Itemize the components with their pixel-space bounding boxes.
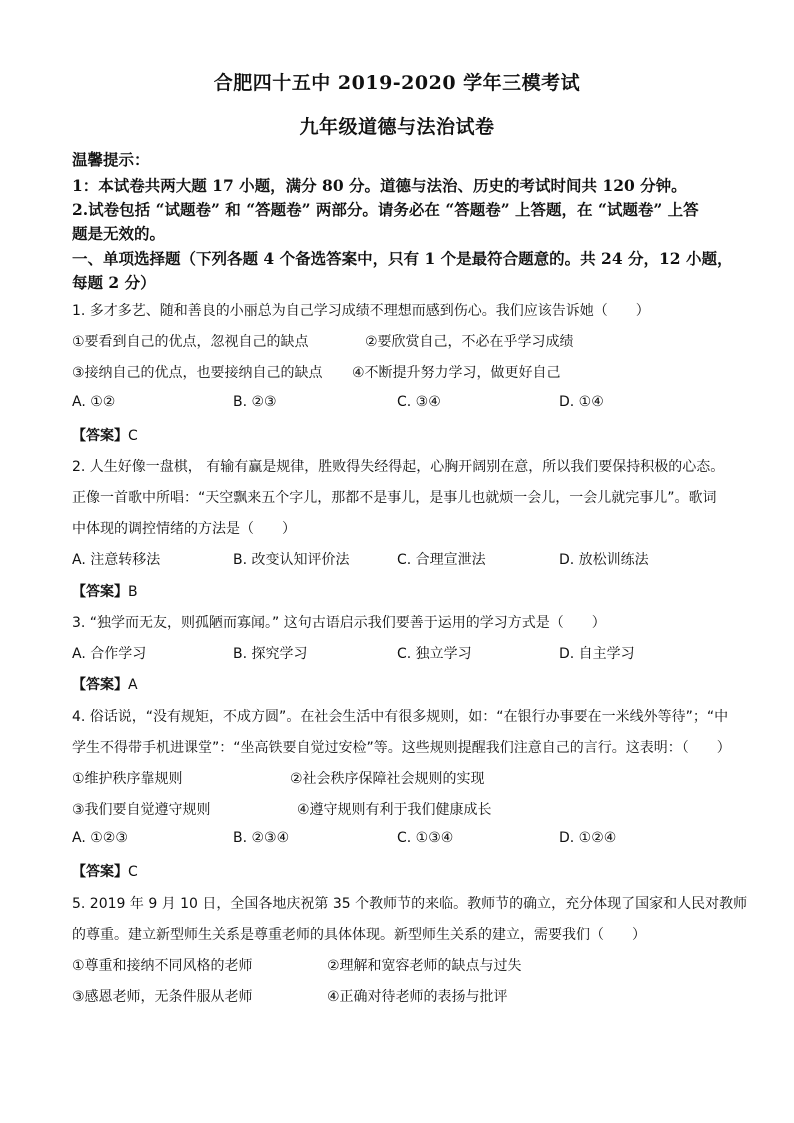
question-5-stem-line-1: 5. 2019 年 9 月 10 日，全国各地庆祝第 35 个教师节的来临。教师节的确立，充分体现了国家和人民对教师 — [72, 896, 748, 912]
question-4-statement-4: ④遵守规则有利于我们健康成长 — [297, 802, 492, 818]
exam-title: 合肥四十五中 2019-2020 学年三模考试 — [213, 72, 581, 94]
question-2-option-a: A. 注意转移法 — [72, 552, 161, 568]
question-4-option-b: B. ②③④ — [233, 830, 290, 846]
answer-value: C — [128, 428, 138, 444]
question-3-option-b: B. 探究学习 — [233, 646, 308, 662]
section-heading-line-1: 一、单项选择题（下列各题 4 个备选答案中，只有 1 个是最符合题意的。共 24 分，12 小题， — [72, 249, 733, 268]
question-2-stem-line-1: 2. 人生好像一盘棋， 有输有赢是规律，胜败得失经得起，心胸开阔别在意，所以我们要保持积极的心态。 — [72, 459, 725, 475]
question-1-option-a: A. ①② — [72, 394, 116, 410]
question-2-stem-line-3: 中体现的调控情绪的方法是（ ） — [72, 521, 296, 537]
answer-tag: 【答案】 — [72, 428, 128, 444]
question-4-option-c: C. ①③④ — [397, 830, 454, 846]
question-1-answer — [72, 425, 138, 445]
answer-tag: 【答案】 — [72, 864, 128, 880]
question-2-option-c: C. 合理宣泄法 — [397, 552, 486, 568]
question-1-option-d: D. ①④ — [559, 394, 604, 410]
answer-tag: 【答案】 — [72, 584, 128, 600]
question-1-statement-1: ①要看到自己的优点，忽视自己的缺点 — [72, 334, 309, 350]
answer-value: A — [128, 677, 138, 693]
question-1-option-b: B. ②③ — [233, 394, 277, 410]
question-4-statement-2: ②社会秩序保障社会规则的实现 — [290, 771, 485, 787]
question-5-statement-1: ①尊重和接纳不同风格的老师 — [72, 958, 253, 974]
question-1-statement-4: ④不断提升努力学习，做更好自己 — [352, 365, 561, 381]
question-1-option-c: C. ③④ — [397, 394, 441, 410]
answer-tag: 【答案】 — [72, 677, 128, 693]
question-3-answer — [72, 674, 138, 694]
question-4-answer — [72, 861, 138, 881]
question-1-statement-2: ②要欣赏自己，不必在乎学习成绩 — [365, 334, 574, 350]
question-5-stem-line-2: 的尊重。建立新型师生关系是尊重老师的具体体现。新型师生关系的建立，需要我们（ ） — [72, 927, 646, 943]
question-3-option-d: D. 自主学习 — [559, 646, 635, 662]
question-4-stem-line-2: 学生不得带手机进课堂”：“坐高铁要自觉过安检”等。这些规则提醒我们注意自己的言行。这表明：（ ） — [72, 740, 731, 756]
question-1-stem: 1. 多才多艺、随和善良的小丽总为自己学习成绩不理想而感到伤心。我们应该告诉她（ ） — [72, 303, 650, 319]
tips-line-2: 2.试卷包括 “试题卷” 和 “答题卷” 两部分。请务必在 “答题卷” 上答题，在 “试题卷” 上答 — [72, 200, 699, 219]
question-4-statement-3: ③我们要自觉遵守规则 — [72, 802, 211, 818]
section-heading-line-2: 每题 2 分） — [72, 273, 156, 292]
question-3-option-a: A. 合作学习 — [72, 646, 147, 662]
question-4-statement-1: ①维护秩序靠规则 — [72, 771, 183, 787]
question-3-option-c: C. 独立学习 — [397, 646, 472, 662]
exam-subtitle: 九年级道德与法治试卷 — [299, 116, 495, 138]
question-4-option-a: A. ①②③ — [72, 830, 128, 846]
question-2-answer — [72, 581, 138, 601]
tips-heading: 温馨提示： — [72, 150, 150, 169]
question-5-statement-2: ②理解和宽容老师的缺点与过失 — [327, 958, 522, 974]
question-5-statement-3: ③感恩老师，无条件服从老师 — [72, 989, 253, 1005]
question-4-stem-line-1: 4. 俗话说，“没有规矩，不成方圆”。在社会生活中有很多规则，如：“在银行办事要在一米线外等待”；“中 — [72, 709, 729, 725]
question-3-stem: 3. “独学而无友，则孤陋而寡闻。” 这句古语启示我们要善于运用的学习方式是（ ） — [72, 615, 606, 631]
answer-value: B — [128, 584, 138, 600]
question-5-statement-4: ④正确对待老师的表扬与批评 — [327, 989, 508, 1005]
question-2-stem-line-2: 正像一首歌中所唱：“天空飘来五个字儿，那都不是事儿，是事儿也就烦一会儿，一会儿就完事儿”。歌词 — [72, 490, 717, 506]
question-4-option-d: D. ①②④ — [559, 830, 617, 846]
tips-line-3: 题是无效的。 — [72, 224, 166, 243]
question-2-option-d: D. 放松训练法 — [559, 552, 649, 568]
tips-line-1: 1：本试卷共两大题 17 小题，满分 80 分。道德与法治、历史的考试时间共 120 分钟。 — [72, 176, 687, 195]
question-1-statement-3: ③接纳自己的优点，也要接纳自己的缺点 — [72, 365, 323, 381]
question-2-option-b: B. 改变认知评价法 — [233, 552, 350, 568]
answer-value: C — [128, 864, 138, 880]
